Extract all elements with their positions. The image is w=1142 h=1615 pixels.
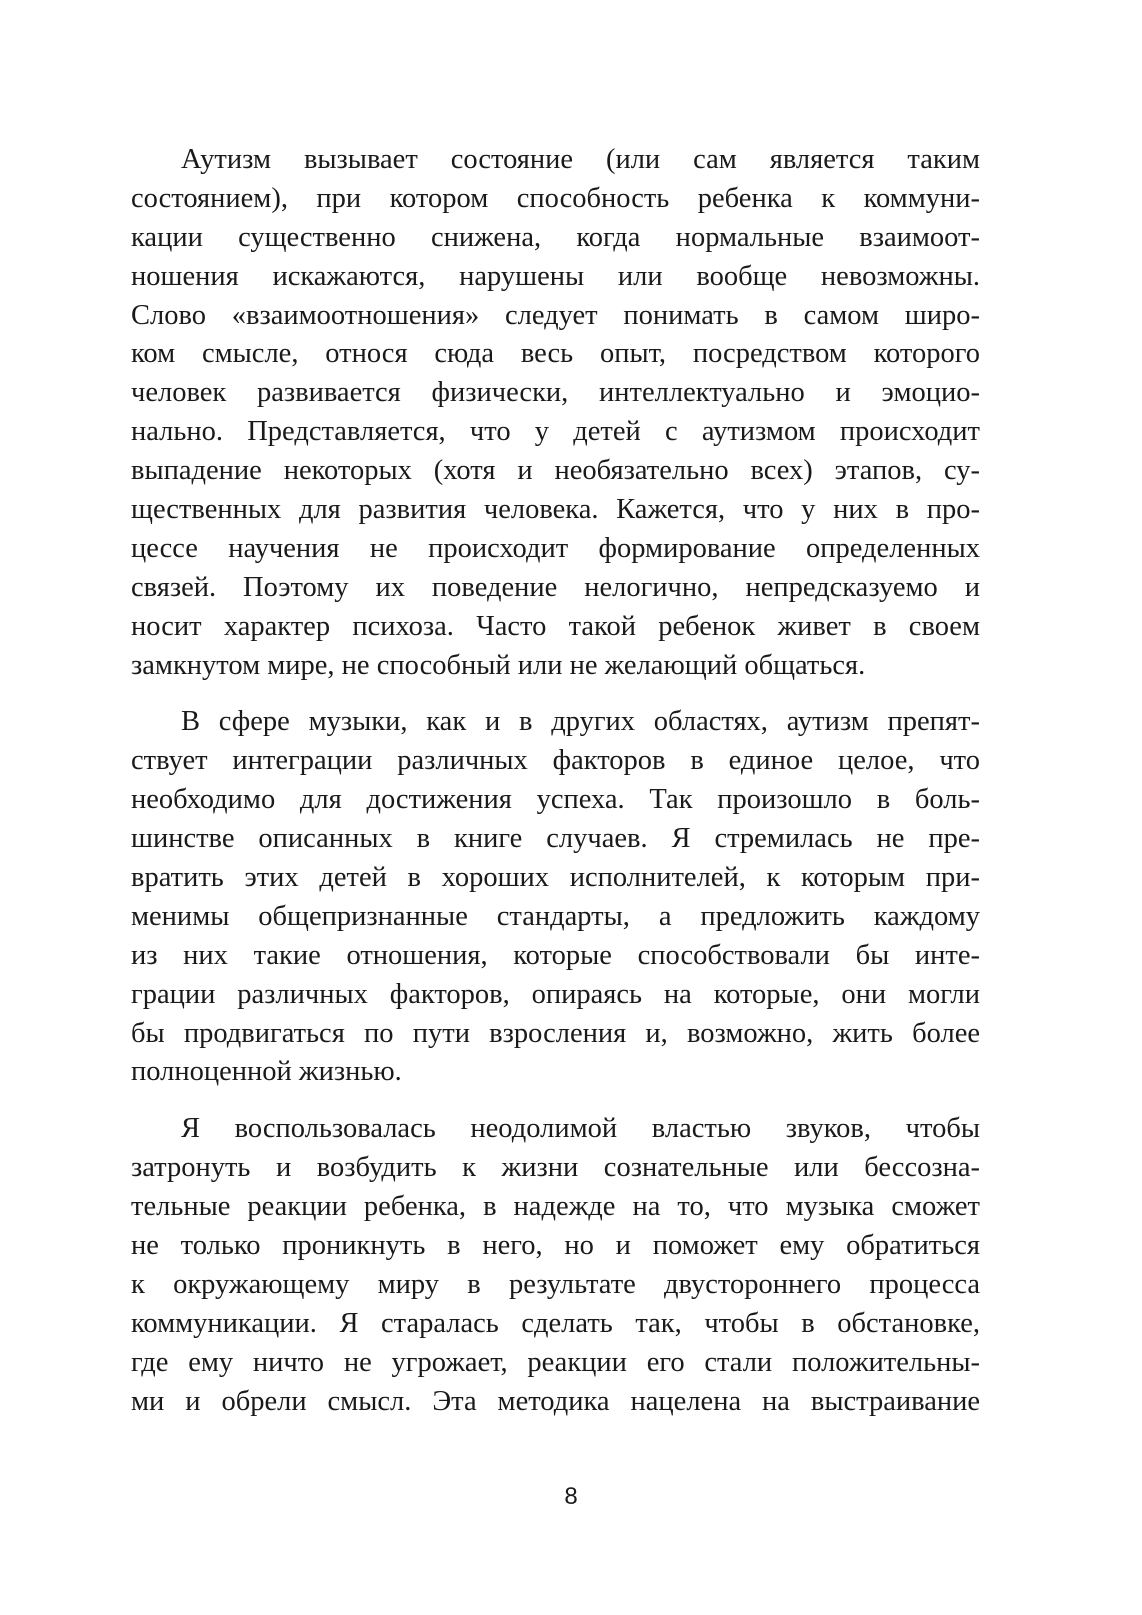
- text-line: тельные реакции ребенка, в надежде на то, что музыка сможет: [131, 1191, 980, 1223]
- text-line: затронуть и возбудить к жизни сознательные или бессозна-: [131, 1152, 980, 1184]
- text-line: состоянием), при котором способность ребенка к коммуни-: [131, 182, 980, 214]
- text-line: носит характер психоза. Часто такой ребенок живет в своем: [131, 610, 980, 642]
- text-line: ком смысле, относя сюда весь опыт, посредством которого: [131, 338, 980, 370]
- text-line: кации существенно снижена, когда нормальные взаимоот-: [131, 221, 980, 253]
- text-line: вратить этих детей в хороших исполнителей, к которым при-: [131, 862, 980, 894]
- page-number: 8: [564, 1483, 578, 1510]
- text-line: нально. Представляется, что у детей с аутизмом происходит: [131, 416, 980, 448]
- text-line: В сфере музыки, как и в других областях, аутизм препят-: [181, 706, 980, 738]
- text-line: грации различных факторов, опираясь на которые, они могли: [131, 978, 980, 1010]
- paragraph: [131, 141, 980, 685]
- text-line: полноценной жизнью.: [131, 1056, 402, 1088]
- text-line: менимы общепризнанные стандарты, а предложить каждому: [131, 900, 980, 932]
- text-line: из них такие отношения, которые способствовали бы инте-: [131, 939, 980, 971]
- text-line: цессе научения не происходит формирование определенных: [131, 532, 980, 564]
- text-line: где ему ничто не угрожает, реакции его стали положительны-: [131, 1346, 980, 1378]
- text-line: замкнутом мире, не способный или не желающий общаться.: [131, 649, 866, 681]
- text-line: ствует интеграции различных факторов в единое целое, что: [131, 745, 980, 777]
- text-line: к окружающему миру в результате двустороннего процесса: [131, 1268, 980, 1300]
- text-line: шинстве описанных в книге случаев. Я стремилась не пре-: [131, 823, 980, 855]
- text-line: ношения искажаются, нарушены или вообще невозможны.: [131, 260, 980, 292]
- page-body: [131, 141, 980, 1440]
- paragraph: [131, 1110, 980, 1421]
- text-line: связей. Поэтому их поведение нелогично, непредсказуемо и: [131, 571, 980, 603]
- text-line: коммуникации. Я старалась сделать так, чтобы в обстановке,: [131, 1307, 980, 1339]
- text-line: человек развивается физически, интеллектуально и эмоцио-: [131, 377, 980, 409]
- text-line: Я воспользовалась неодолимой властью звуков, чтобы: [181, 1113, 980, 1145]
- text-line: необходимо для достижения успеха. Так произошло в боль-: [131, 784, 980, 816]
- text-line: не только проникнуть в него, но и поможет ему обратиться: [131, 1230, 980, 1262]
- paragraph: [131, 703, 980, 1092]
- text-line: ми и обрели смысл. Эта методика нацелена на выстраивание: [131, 1385, 980, 1417]
- text-line: бы продвигаться по пути взросления и, возможно, жить более: [131, 1017, 980, 1049]
- text-line: выпадение некоторых (хотя и необязательно всех) этапов, су-: [131, 455, 980, 487]
- text-line: Слово «взаимоотношения» следует понимать в самом широ-: [131, 299, 980, 331]
- text-line: щественных для развития человека. Кажется, что у них в про-: [131, 494, 980, 526]
- text-line: Аутизм вызывает состояние (или сам является таким: [181, 144, 980, 175]
